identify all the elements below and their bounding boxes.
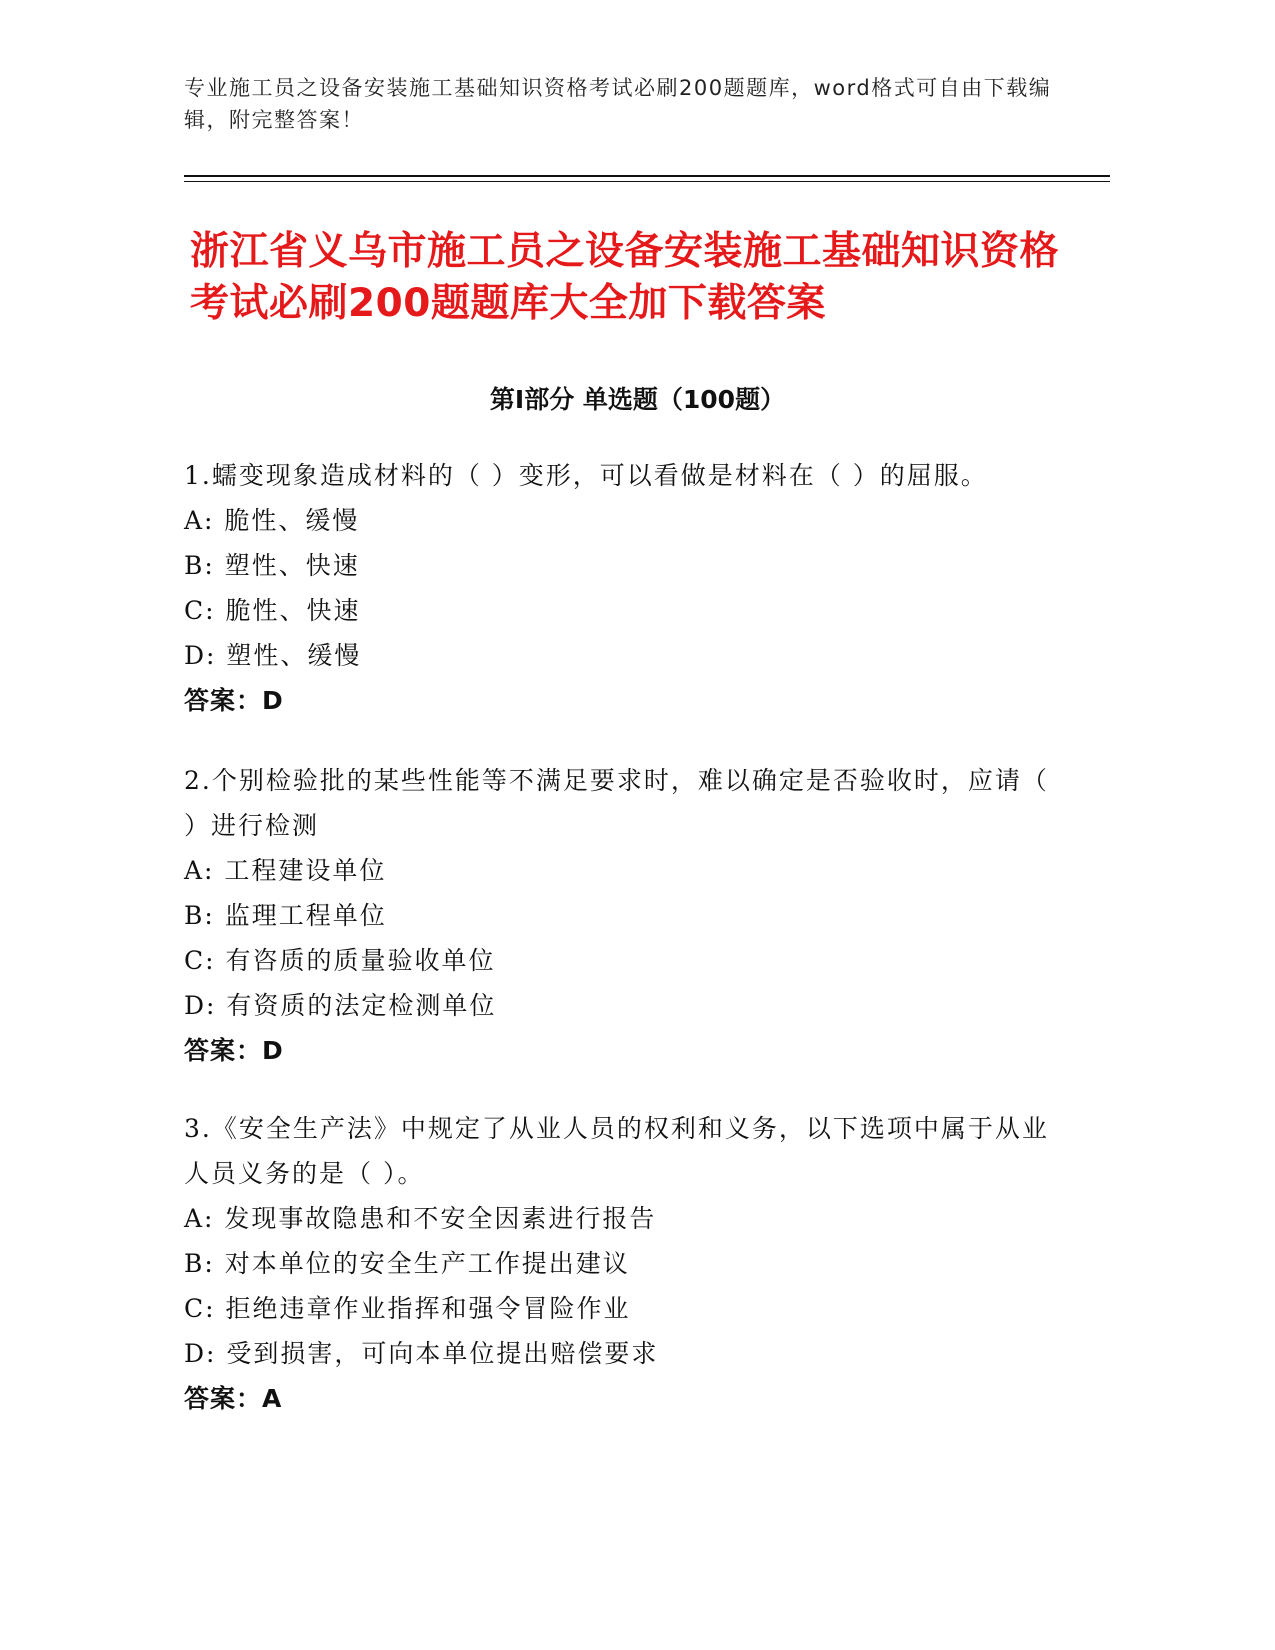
section-heading: 第I部分 单选题（100题）: [489, 385, 786, 414]
question-1: [184, 453, 1064, 723]
question-text: 3.《安全生产法》中规定了从业人员的权利和义务，以下选项中属于从业人员义务的是（ ）。: [184, 1114, 1049, 1188]
option-b: B: 对本单位的安全生产工作提出建议: [184, 1249, 630, 1278]
option-a: A: 脆性、缓慢: [184, 506, 360, 535]
option-c: C: 有咨质的质量验收单位: [184, 946, 496, 975]
document-title: 浙江省义乌市施工员之设备安装施工基础知识资格考试必刷200题题库大全加下载答案: [190, 229, 1060, 326]
header-rule-thick: [184, 175, 1110, 177]
option-a: A: 发现事故隐患和不安全因素进行报告: [184, 1204, 657, 1233]
option-c: C: 拒绝违章作业指挥和强令冒险作业: [184, 1294, 631, 1323]
answer: 答案：A: [184, 1384, 283, 1413]
question-text: 2.个别检验批的某些性能等不满足要求时，难以确定是否验收时，应请（ ）进行检测: [184, 766, 1049, 840]
option-b: B: 监理工程单位: [184, 901, 387, 930]
header-rule-thin: [184, 181, 1110, 182]
question-3: [184, 1106, 1064, 1421]
header-note: 专业施工员之设备安装施工基础知识资格考试必刷200题题库，word格式可自由下载编辑，附完整答案！: [184, 76, 1052, 132]
option-d: D: 塑性、缓慢: [184, 641, 362, 670]
question-2: [184, 758, 1064, 1073]
option-d: D: 受到损害，可向本单位提出赔偿要求: [184, 1339, 659, 1368]
option-d: D: 有资质的法定检测单位: [184, 991, 497, 1020]
question-text: 1.蠕变现象造成材料的（ ）变形，可以看做是材料在（ ）的屈服。: [184, 461, 988, 490]
answer: 答案：D: [184, 686, 284, 715]
answer: 答案：D: [184, 1036, 284, 1065]
option-a: A: 工程建设单位: [184, 856, 387, 885]
option-b: B: 塑性、快速: [184, 551, 360, 580]
option-c: C: 脆性、快速: [184, 596, 361, 625]
